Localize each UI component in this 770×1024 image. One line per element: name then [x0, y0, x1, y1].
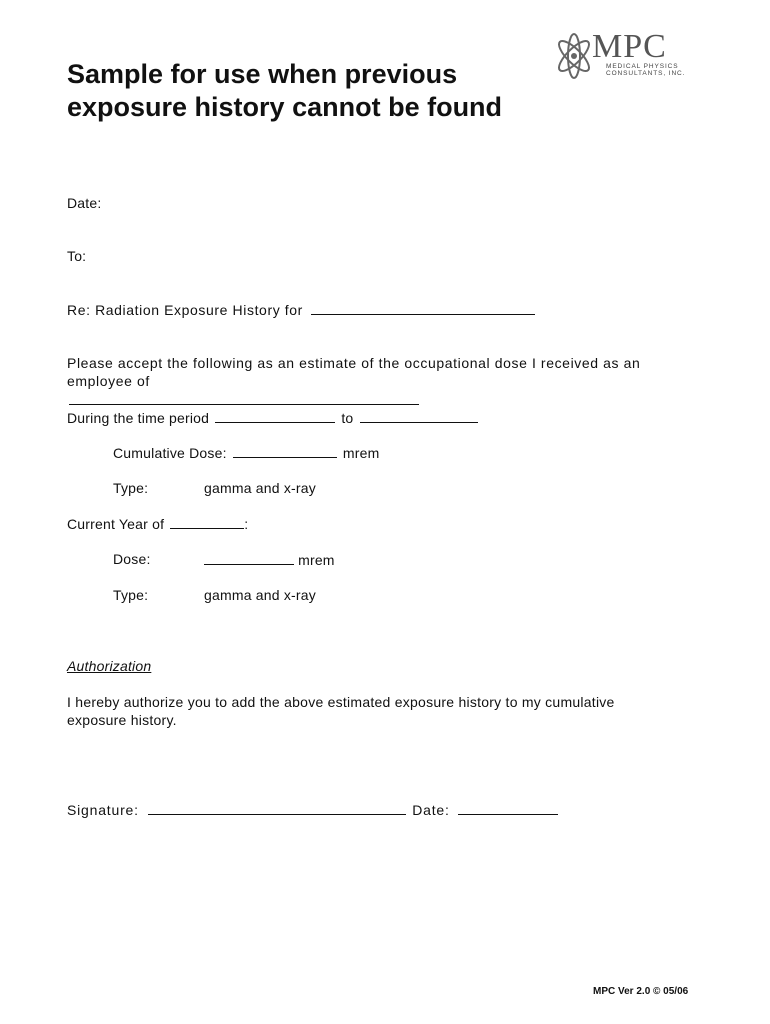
estimate-line-2: [67, 372, 640, 405]
auth-line-1: I hereby authorize you to add the above estimated exposure history to my cumulative: [67, 694, 615, 710]
type-label-1: Type:: [113, 480, 149, 496]
version-footer: MPC Ver 2.0 © 05/06: [593, 986, 689, 997]
current-year-row: [67, 514, 248, 533]
dose-label: Dose:: [113, 551, 151, 567]
dose-value-row: [204, 550, 335, 569]
cumulative-dose-unit: mrem: [342, 445, 380, 461]
document-title: [67, 58, 502, 124]
cumulative-dose-blank[interactable]: [233, 443, 337, 458]
date-row: [67, 194, 101, 212]
re-label: Re: Radiation Exposure History for: [67, 302, 303, 318]
estimate-line-1: Please accept the following as an estimate of the occupational dose I received as an: [67, 355, 641, 371]
signature-date-label: Date:: [412, 802, 450, 818]
auth-line-2: exposure history.: [67, 712, 177, 728]
signature-date-blank[interactable]: [458, 800, 558, 815]
type-value-1: gamma and x-ray: [204, 480, 316, 496]
dose-row: [113, 550, 151, 568]
to-row: [67, 247, 86, 265]
logo-subtitle: [606, 63, 685, 77]
type-label-2: Type:: [113, 587, 149, 603]
type-value-2: gamma and x-ray: [204, 587, 316, 603]
current-year-label: Current Year of: [67, 516, 165, 532]
authorization-row: [67, 657, 151, 675]
authorization-paragraph: [67, 693, 615, 729]
signature-row: [67, 800, 558, 819]
logo-name: MPC: [592, 28, 667, 65]
cumulative-dose-label: Cumulative Dose:: [113, 445, 227, 461]
dose-unit: mrem: [298, 552, 335, 568]
date-label: Date:: [67, 195, 102, 211]
period-start-blank[interactable]: [215, 408, 335, 423]
title-line-1: Sample for use when previous: [67, 59, 458, 89]
re-row: [67, 300, 535, 319]
re-name-blank[interactable]: [311, 300, 535, 315]
cumulative-dose-row: [113, 443, 379, 462]
signature-blank[interactable]: [148, 800, 406, 815]
type-row-1: [113, 479, 148, 497]
employer-blank[interactable]: [69, 390, 419, 405]
type-row-2: [113, 586, 148, 604]
period-label: During the time period: [67, 410, 210, 426]
period-end-blank[interactable]: [360, 408, 478, 423]
current-year-blank[interactable]: [170, 514, 244, 529]
signature-label: Signature:: [67, 802, 139, 818]
period-to-label: to: [341, 410, 354, 426]
logo-subtitle-line-2: CONSULTANTS, INC.: [606, 70, 686, 77]
estimate-paragraph: [67, 354, 640, 405]
title-line-2: exposure history cannot be found: [67, 92, 503, 122]
period-row: [67, 408, 478, 427]
current-year-colon: :: [244, 516, 249, 532]
employee-of-label: employee of: [67, 373, 150, 389]
to-label: To:: [67, 248, 87, 264]
type-value-row-2: [204, 586, 316, 604]
mpc-logo: [552, 28, 702, 84]
logo-subtitle-line-1: MEDICAL PHYSICS: [606, 63, 679, 70]
authorization-heading: Authorization: [67, 658, 152, 674]
dose-blank[interactable]: [204, 550, 294, 565]
type-value-row-1: [204, 479, 316, 497]
